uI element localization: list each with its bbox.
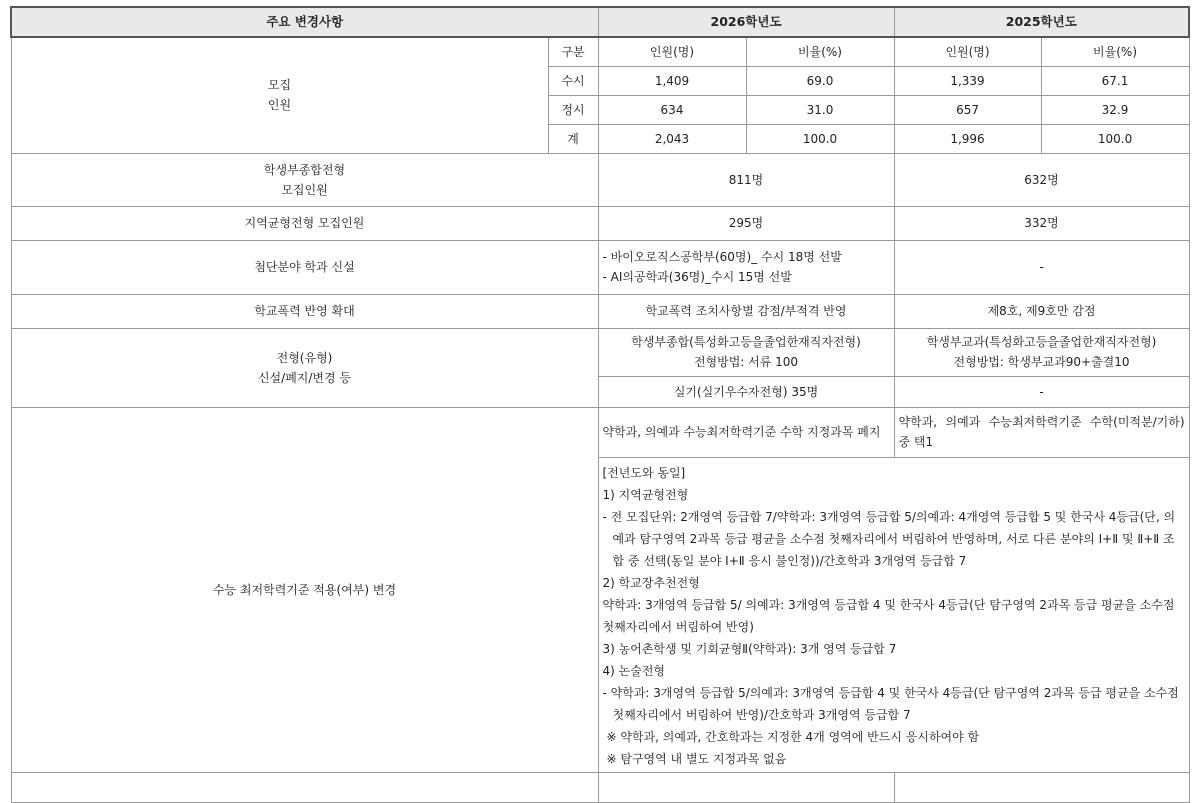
admission-type-label: [11, 328, 598, 407]
ratio-2026-header: 비율(%): [746, 37, 894, 66]
header-row: [11, 7, 1189, 37]
count-2026: 1,409: [598, 66, 746, 95]
advanced-2026: [598, 240, 894, 294]
recruit-type: 수시: [548, 66, 598, 95]
advanced-2025: -: [894, 240, 1189, 294]
advanced-line1: - 바이오로직스공학부(60명)_ 수시 18명 선발: [602, 250, 842, 264]
count-2025: 1,339: [894, 66, 1041, 95]
csat-line: 2) 학교장추천전형: [602, 575, 700, 590]
csat-note: ※ 탐구영역 내 별도 지정과목 없음: [606, 751, 787, 766]
count-2025: 657: [894, 95, 1041, 124]
csat-2026: 약학과, 의예과 수능최저학력기준 수학 지정과목 폐지: [598, 407, 894, 457]
comprehensive-2026: 811명: [598, 153, 894, 206]
csat-line: [전년도와 동일]: [602, 465, 686, 480]
admission-type-label-line1: 전형(유형): [276, 350, 333, 365]
count-2025: 1,996: [894, 124, 1041, 153]
header-changes: 주요 변경사항: [11, 7, 598, 37]
csat-row: [11, 407, 1189, 457]
header-2026: 2026학년도: [598, 7, 894, 37]
admission-type-label-line2: 신설/폐지/변경 등: [257, 370, 352, 385]
ratio-2025: 100.0: [1041, 124, 1189, 153]
count-2026: 634: [598, 95, 746, 124]
csat-line: - 약학과: 3개영역 등급합 5/의예과: 3개영역 등급합 4 및 한국사 4등급(단 탐구영역 2과목 등급 평균을 소수점 첫째자리에서 버림하여 반영)/간호학과 3개영역 등급합 7: [602, 685, 1179, 722]
advanced-label: 첨단분야 학과 신설: [11, 240, 598, 294]
count-2026-header: 인원(명): [598, 37, 746, 66]
count-2026: 2,043: [598, 124, 746, 153]
recruit-label: [11, 37, 548, 153]
violence-row: [11, 294, 1189, 328]
csat-line: 약학과: 3개영역 등급합 5/ 의예과: 3개영역 등급합 4 및 한국사 4등급(단 탐구영역 2과목 등급 평균을 소수점 첫째자리에서 버림하여 반영): [602, 597, 1175, 634]
csat-note: ※ 약학과, 의예과, 간호학과는 지정한 4개 영역에 반드시 응시하여야 함: [606, 729, 980, 744]
comprehensive-label: [11, 153, 598, 206]
recruit-subheader-row: [11, 37, 1189, 66]
violence-2026: 학교폭력 조치사항별 감점/부적격 반영: [598, 294, 894, 328]
comprehensive-label-line2: 모집인원: [281, 182, 328, 197]
practical-2025: -: [894, 376, 1189, 407]
ratio-2026: 31.0: [746, 95, 894, 124]
ratio-2026: 100.0: [746, 124, 894, 153]
admission-type-2026-line1: 학생부종합(특성화고등을졸업한재직자전형): [631, 335, 861, 349]
admission-type-row: [11, 328, 1189, 376]
ratio-2025-header: 비율(%): [1041, 37, 1189, 66]
practical-2026: 실기(실기우수자전형) 35명: [598, 376, 894, 407]
regional-2026: 295명: [598, 206, 894, 240]
csat-line: - 전 모집단위: 2개영역 등급합 7/약학과: 3개영역 등급합 5/의예과: 4개영역 등급합 5 및 한국사 4등급(단, 의예과 탐구영역 2과목 등급 평균을 소수점 첫째자리에서 버림하여 반영하며, 서로 다른 분야의 Ⅰ+Ⅱ 및 Ⅱ+Ⅱ 조합 중 선택(동일 분야 Ⅰ+Ⅱ 응시 불인정))/간호학과 3개영역 등급합 7: [602, 509, 1176, 568]
comprehensive-row: [11, 153, 1189, 206]
count-2025-header: 인원(명): [894, 37, 1041, 66]
recruit-label-line2: 인원: [267, 98, 292, 113]
comprehensive-2025: 632명: [894, 153, 1189, 206]
regional-label: 지역균형전형 모집인원: [11, 206, 598, 240]
ratio-2025: 32.9: [1041, 95, 1189, 124]
csat-line: 1) 지역균형전형: [602, 487, 689, 502]
ratio-2026: 69.0: [746, 66, 894, 95]
recruit-type: 계: [548, 124, 598, 153]
admission-type-2026: [598, 328, 894, 376]
regional-2025: 332명: [894, 206, 1189, 240]
csat-2025: 약학과, 의예과 수능최저학력기준 수학(미적분/기하) 중 택1: [894, 407, 1189, 457]
comprehensive-label-line1: 학생부종합전형: [263, 162, 346, 177]
recruit-type: 정시: [548, 95, 598, 124]
trailing-row: [11, 772, 1189, 802]
trailing-cell: [598, 772, 894, 802]
regional-row: [11, 206, 1189, 240]
trailing-cell: [11, 772, 598, 802]
admission-changes-table: [10, 6, 1190, 803]
violence-label: 학교폭력 반영 확대: [11, 294, 598, 328]
recruit-label-line1: 모집: [267, 78, 292, 93]
admission-type-2025-line1: 학생부교과(특성화고등을졸업한재직자전형): [926, 335, 1157, 349]
violence-2025: 제8호, 제9호만 감점: [894, 294, 1189, 328]
advanced-row: [11, 240, 1189, 294]
ratio-2025: 67.1: [1041, 66, 1189, 95]
recruit-type-header: 구분: [548, 37, 598, 66]
header-2025: 2025학년도: [894, 7, 1189, 37]
admission-type-2025: [894, 328, 1189, 376]
csat-line: 3) 농어촌학생 및 기회균형Ⅱ(약학과): 3개 영역 등급합 7: [602, 641, 897, 656]
csat-label: 수능 최저학력기준 적용(여부) 변경: [11, 407, 598, 772]
admission-type-2025-line2: 전형방법: 학생부교과90+출결10: [953, 355, 1130, 369]
advanced-line2: - AI의공학과(36명)_수시 15명 선발: [602, 270, 792, 284]
csat-detail: [598, 457, 1189, 772]
csat-line: 4) 논술전형: [602, 663, 665, 678]
admission-type-2026-line2: 전형방법: 서류 100: [693, 355, 799, 369]
trailing-cell: [894, 772, 1189, 802]
